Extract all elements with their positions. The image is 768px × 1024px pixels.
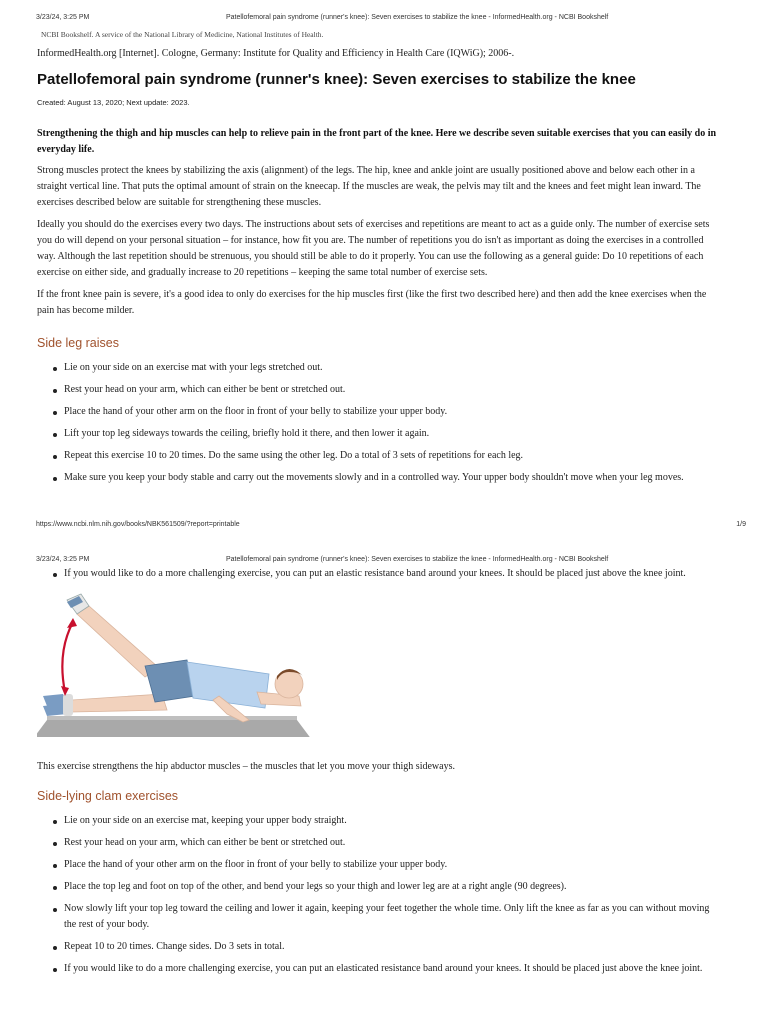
- side-leg-raise-illustration: [37, 592, 317, 737]
- section-heading-side-leg-raises: Side leg raises: [37, 336, 119, 350]
- ncbi-bookshelf-note: NCBI Bookshelf. A service of the National Library of Medicine, National Institutes of Health.: [41, 30, 324, 39]
- list-item: Lie on your side on an exercise mat, keeping your upper body straight.: [64, 813, 717, 829]
- body-paragraph: Strong muscles protect the knees by stabilizing the axis (alignment) of the legs. The hip, knee and ankle joint are usually positioned above and below each other in a straight vertical line. That puts the optimal amount of strain on the kneecap. If the muscles are weak, the pelvis may tilt and the knees and feet might lean inward. The exercises described below are suitable for strengthening these muscles.: [37, 165, 701, 208]
- list-item: Repeat this exercise 10 to 20 times. Do the same using the other leg. Do a total of 3 sets of repetitions for each leg.: [64, 448, 717, 464]
- list-item: Now slowly lift your top leg toward the ceiling and lower it again, keeping your feet together the whole time. Only lift the knee as far as you can without moving the rest of your body.: [64, 901, 717, 933]
- list-item: Make sure you keep your body stable and carry out the movements slowly and in a controlled way. Your upper body shouldn't move when your leg moves.: [64, 470, 717, 486]
- page-1-content: [37, 30, 717, 492]
- lead-paragraph: Strengthening the thigh and hip muscles can help to relieve pain in the front part of the knee. Here we describe seven suitable exercises that you can easily do in everyday life.: [37, 128, 717, 155]
- shoes: [43, 694, 73, 716]
- list-item: Rest your head on your arm, which can either be bent or stretched out.: [64, 382, 717, 398]
- citation: InformedHealth.org [Internet]. Cologne, Germany: Institute for Quality and Efficiency in Health Care (IQWiG); 2006-.: [37, 48, 515, 59]
- movement-arrow: [61, 618, 77, 696]
- list-item: If you would like to do a more challenging exercise, you can put an elastic resistance band around your knees. It should be placed just above the knee joint.: [64, 566, 717, 582]
- print-date: 3/23/24, 3:25 PM: [36, 556, 90, 563]
- list-item: Repeat 10 to 20 times. Change sides. Do 3 sets in total.: [64, 939, 717, 955]
- print-page-title: Patellofemoral pain syndrome (runner's knee): Seven exercises to stabilize the knee - InformedHealth.org - NCBI Bookshelf: [226, 556, 609, 563]
- body-paragraph: Ideally you should do the exercises every two days. The instructions about sets of exercises and repetitions are meant to act as a guide only. The number of exercise sets you do will depend on your personal situation – for instance, how fit you are. The number of repetitions you do isn't as important as doing the exercises in a controlled way. Although the last repetition should be strenuous, you should still be able to do it properly. You can use the following as a general guide: Do 10 repetitions of each exercise on either side, and gradually increase to 20 repetitions – keeping the same total number of exercise sets.: [37, 219, 710, 278]
- side-lying-clam-list: [37, 813, 717, 977]
- page-2-content: [37, 566, 717, 983]
- side-leg-raises-list: [37, 360, 717, 486]
- article-title: Patellofemoral pain syndrome (runner's knee): Seven exercises to stabilize the knee: [37, 71, 636, 88]
- list-item: Place the hand of your other arm on the floor in front of your belly to stabilize your upper body.: [64, 857, 717, 873]
- body-paragraph: If the front knee pain is severe, it's a good idea to only do exercises for the hip muscles first (like the first two described here) and then add the knee exercises when the pain has become milder.: [37, 289, 707, 316]
- page-number: 1/9: [736, 521, 746, 528]
- print-date: 3/23/24, 3:25 PM: [36, 14, 90, 21]
- torso: [187, 662, 269, 708]
- list-item: Place the top leg and foot on top of the other, and bend your legs so your thigh and lower leg are at a right angle (90 degrees).: [64, 879, 717, 895]
- list-item: Lift your top leg sideways towards the ceiling, briefly hold it there, and then lower it again.: [64, 426, 717, 442]
- side-leg-raises-list-continued: [37, 566, 717, 582]
- exercise-mat: [37, 720, 312, 737]
- list-item: Lie on your side on an exercise mat with your legs stretched out.: [64, 360, 717, 376]
- created-date: Created: August 13, 2020; Next update: 2023.: [37, 98, 190, 107]
- exercise-caption: This exercise strengthens the hip abductor muscles – the muscles that let you move your thigh sideways.: [37, 761, 455, 772]
- page-url: https://www.ncbi.nlm.nih.gov/books/NBK561509/?report=printable: [36, 521, 240, 528]
- section-heading-side-lying-clam: Side-lying clam exercises: [37, 789, 179, 803]
- list-item: Place the hand of your other arm on the floor in front of your belly to stabilize your upper body.: [64, 404, 717, 420]
- list-item: If you would like to do a more challenging exercise, you can put an elasticated resistance band around your knees. It should be placed just above the knee joint.: [64, 961, 717, 977]
- bottom-leg: [72, 694, 167, 712]
- print-page-title: Patellofemoral pain syndrome (runner's knee): Seven exercises to stabilize the knee - InformedHealth.org - NCBI Bookshelf: [226, 14, 609, 21]
- list-item: Rest your head on your arm, which can either be bent or stretched out.: [64, 835, 717, 851]
